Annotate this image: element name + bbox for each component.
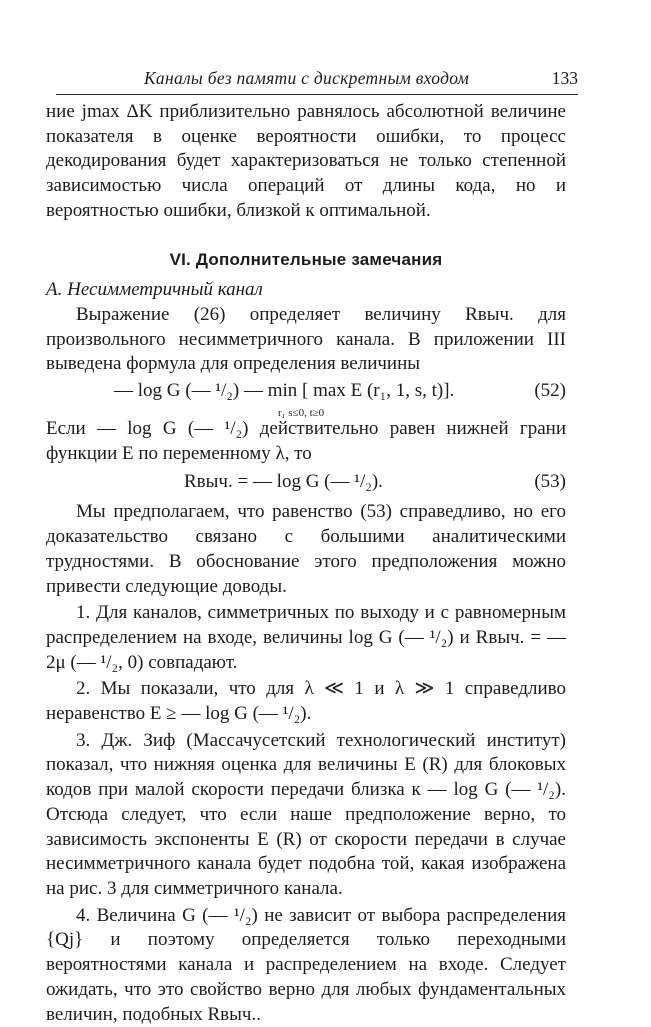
body-text (46, 100, 566, 1027)
equation-52-number: (52) (534, 380, 566, 402)
equation-53-number: (53) (534, 471, 566, 493)
list-item-2: 2. Мы показали, что для λ ≪ 1 и λ ≫ 1 справедливо неравенство E ≥ — log G (— ¹/₂). (46, 678, 566, 725)
list-item-1: 1. Для каналов, симметричных по выходу и с равномерным распределением на входе, величины log G (— ¹/₂) и Rвыч. = — 2μ (— ¹/₂, 0) совпадают. (46, 602, 566, 673)
page-number: 133 (551, 68, 578, 88)
equation-52 (46, 377, 566, 420)
equation-52-subscripts: r₁ s≤0, t≥0 (278, 407, 325, 420)
paragraph-condition: Если — log G (— ¹/₂) действительно равен нижней грани функции E по переменному λ, то (46, 418, 566, 464)
equation-53 (46, 466, 566, 500)
running-title: Каналы без памяти с дискретным входом (144, 68, 470, 88)
section-heading: VI. Дополнительные замечания (169, 249, 443, 269)
paragraph-assumption: Мы предполагаем, что равенство (53) справедливо, но его доказательство связано с большими аналитическими трудностями. В обоснование этого предположения можно привести следующие доводы. (46, 501, 566, 597)
equation-53-expression: Rвыч. = — log G (— ¹/₂). (184, 471, 383, 493)
subsection-heading: А. Несимметричный канал (46, 279, 263, 301)
running-header (56, 68, 578, 95)
paragraph-continuation: ние jmax ΔK приблизительно равнялось абсолютной величине показателя в оценке вероятности ошибки, то процесс декодирования будет характеризоваться не только степенной зависимостью числа операций от длины кода, но и вероятностью ошибки, близкой к оптимальной. (46, 101, 566, 221)
list-item-4: 4. Величина G (— ¹/₂) не зависит от выбора распределения {Qj} и поэтому определяется только переходными вероятностями канала и распределением на входе. Следует ожидать, что это свойство верно для любых фундаментальных величин, подобных Rвыч.. (46, 904, 566, 1025)
list-item-3: 3. Дж. Зиф (Массачусетский технологический институт) показал, что нижняя оценка для величины E (R) для блоковых кодов при малой скорости передачи близка к — log G (— ¹/₂). Отсюда следует, что если наше предположение верно, то зависимость экспоненты E (R) от скорости передачи в случае несимметричного канала будет подобна той, какая изображена на рис. 3 для симметричного канала. (46, 729, 566, 899)
equation-52-expression: — log G (— ¹/₂) — min [ max E (r₁, 1, s, t)]. (114, 380, 455, 402)
paragraph-asymmetric-intro: Выражение (26) определяет величину Rвыч. для произвольного несимметричного канала. В приложении III выведена формула для определения величины (46, 303, 566, 375)
